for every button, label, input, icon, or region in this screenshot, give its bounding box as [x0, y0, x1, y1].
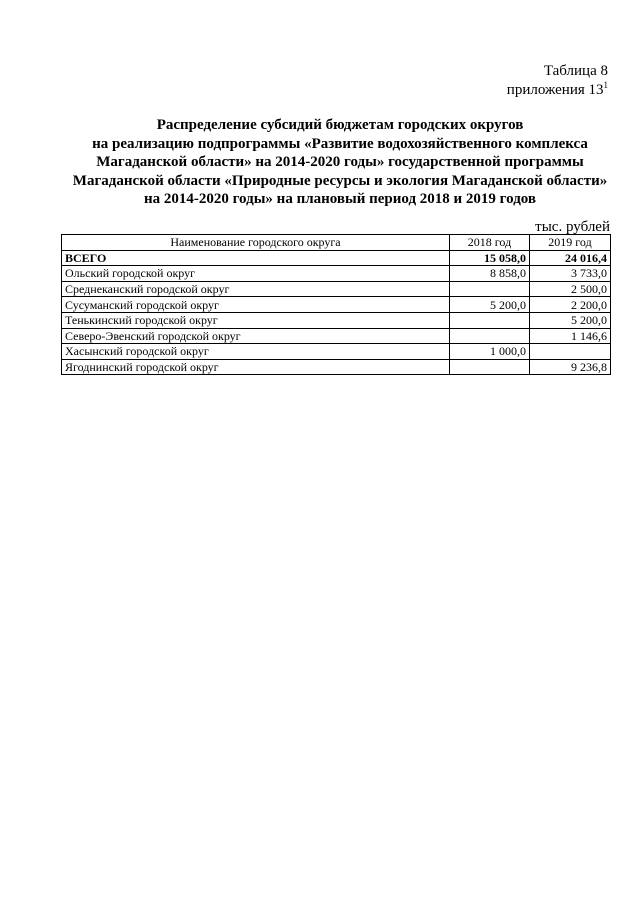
total-label: ВСЕГО [62, 250, 450, 266]
value-2019: 9 236,8 [530, 359, 611, 375]
value-2019: 5 200,0 [530, 312, 611, 328]
appendix-superscript: 1 [603, 80, 608, 90]
district-name: Ольский городской округ [62, 266, 450, 282]
column-header-2019: 2019 год [530, 235, 611, 251]
units-label: тыс. рублей [535, 219, 610, 235]
value-2018: 5 200,0 [450, 297, 530, 313]
table-total-row [62, 250, 611, 266]
district-name: Ягоднинский городской округ [62, 359, 450, 375]
district-name: Северо-Эвенский городской округ [62, 328, 450, 344]
value-2018 [450, 328, 530, 344]
title-line: на 2014-2020 годы» на плановый период 2018 и 2019 годов [143, 191, 537, 207]
district-name: Сусуманский городской округ [62, 297, 450, 313]
value-2019: 1 146,6 [530, 328, 611, 344]
value-2018 [450, 359, 530, 375]
total-2018: 15 058,0 [450, 250, 530, 266]
value-2018 [450, 281, 530, 297]
subsidies-table [61, 234, 611, 375]
title-line: Магаданской области» на 2014-2020 годы» государственной программы [96, 154, 584, 170]
total-2019: 24 016,4 [530, 250, 611, 266]
document-title [40, 116, 640, 209]
value-2019: 2 200,0 [530, 297, 611, 313]
table-label: Таблица 8 [543, 63, 608, 79]
table-reference [507, 62, 608, 100]
table-row [62, 266, 611, 282]
table-row [62, 328, 611, 344]
district-name: Хасынский городской округ [62, 344, 450, 360]
column-header-2018: 2018 год [450, 235, 530, 251]
appendix-label [507, 81, 608, 100]
value-2018: 8 858,0 [450, 266, 530, 282]
district-name: Среднеканский городской округ [62, 281, 450, 297]
table-row [62, 281, 611, 297]
value-2018 [450, 312, 530, 328]
column-header-name: Наименование городского округа [62, 235, 450, 251]
district-name: Тенькинский городской округ [62, 312, 450, 328]
table-row [62, 359, 611, 375]
value-2019: 3 733,0 [530, 266, 611, 282]
value-2019 [530, 344, 611, 360]
value-2019: 2 500,0 [530, 281, 611, 297]
title-line: Магаданской области «Природные ресурсы и экология Магаданской области» [72, 172, 608, 189]
table-header-row [62, 235, 611, 251]
title-line: Распределение субсидий бюджетам городских округов [156, 117, 524, 133]
value-2018: 1 000,0 [450, 344, 530, 360]
title-line: на реализацию подпрограммы «Развитие водохозяйственного комплекса [92, 135, 588, 152]
table-row [62, 297, 611, 313]
table-row [62, 344, 611, 360]
appendix-text: приложения 13 [506, 82, 604, 98]
table-row [62, 312, 611, 328]
